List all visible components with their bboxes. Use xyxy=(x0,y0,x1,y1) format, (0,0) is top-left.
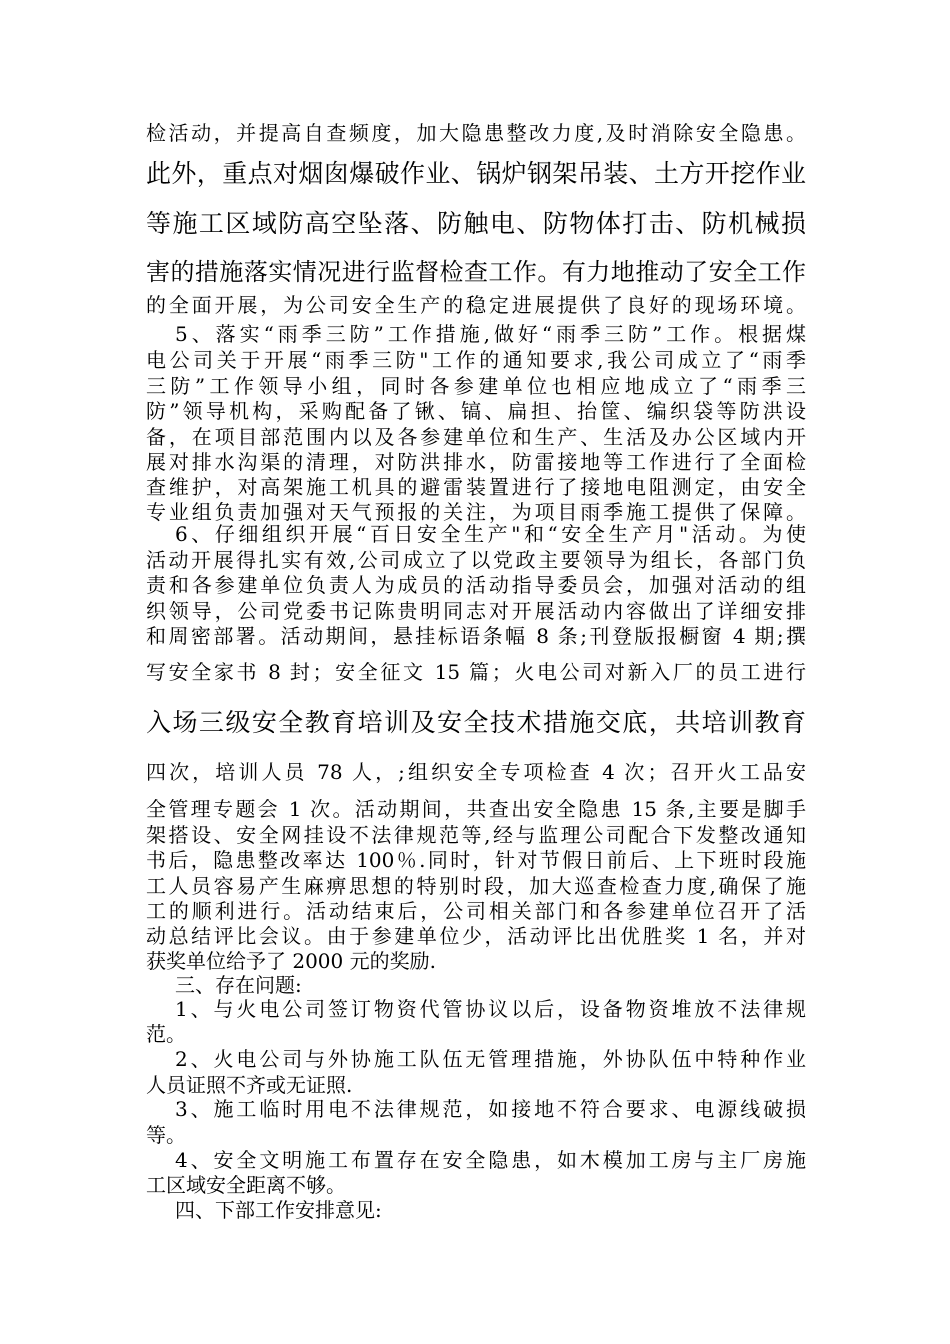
text-line: 获奖单位给予了 2000 元的奖励. xyxy=(146,949,436,973)
text-line: 全管理专题会 1 次。活动期间，共查出安全隐患 15 条,主要是脚手 xyxy=(146,797,806,821)
text-line: 写安全家书 8 封；安全征文 15 篇；火电公司对新入厂的员工进行 xyxy=(146,660,806,684)
text-line: 6、仔细组织开展“百日安全生产"和“安全生产月"活动。为使 xyxy=(175,522,806,546)
text-line: 展对排水沟渠的清理，对防洪排水，防雷接地等工作进行了全面检 xyxy=(146,450,806,474)
text-line: 工人员容易产生麻痹思想的特别时段，加大巡查检查力度,确保了施 xyxy=(146,874,806,898)
text-line: 专业组负责加强对天气预报的关注，为项目雨季施工提供了保障。 xyxy=(146,500,806,524)
text-line: 防”领导机构，采购配备了锹、镐、扁担、抬筐、编织袋等防洪设 xyxy=(146,399,806,423)
text-line: 2、火电公司与外协施工队伍无管理措施，外协队伍中特种作业 xyxy=(175,1047,806,1071)
text-line: 活动开展得扎实有效,公司成立了以党政主要领导为组长，各部门负 xyxy=(146,548,806,572)
text-line: 和周密部署。活动期间，悬挂标语条幅 8 条;刊登版报橱窗 4 期;撰 xyxy=(146,624,806,648)
text-line: 5、落实“雨季三防”工作措施,做好“雨季三防”工作。根据煤 xyxy=(175,322,806,346)
text-line: 架搭设、安全网挂设不法律规范等,经与监理公司配合下发整改通知 xyxy=(146,823,806,847)
text-line: 此外，重点对烟囱爆破作业、锅炉钢架吊装、土方开挖作业 xyxy=(146,159,806,188)
text-line: 工的顺利进行。活动结束后，公司相关部门和各参建单位召开了活 xyxy=(146,899,806,923)
section-heading: 三、存在问题: xyxy=(175,973,302,997)
text-line: 检活动，并提高自查频度，加大隐患整改力度,及时消除安全隐患。 xyxy=(146,121,806,145)
text-line: 1、与火电公司签订物资代管协议以后，设备物资堆放不法律规 xyxy=(175,997,806,1021)
text-line: 责和各参建单位负责人为成员的活动指导委员会，加强对活动的组 xyxy=(146,573,806,597)
text-line: 害的措施落实情况进行监督检查工作。有力地推动了安全工作 xyxy=(146,258,806,286)
text-line: 3、施工临时用电不法律规范，如接地不符合要求、电源线破损 xyxy=(175,1097,806,1121)
text-line: 等。 xyxy=(146,1123,186,1147)
text-line: 工区域安全距离不够。 xyxy=(146,1173,346,1197)
text-line: 等施工区域防高空坠落、防触电、防物体打击、防机械损 xyxy=(146,209,806,238)
text-line: 范。 xyxy=(146,1022,186,1046)
text-line: 动总结评比会议。由于参建单位少，活动评比出优胜奖 1 名，并对 xyxy=(146,924,806,948)
text-line: 查维护，对高架施工机具的避雷装置进行了接地电阻测定，由安全 xyxy=(146,475,806,499)
text-line: 织领导，公司党委书记陈贵明同志对开展活动内容做出了详细安排 xyxy=(146,599,806,623)
text-line: 的全面开展，为公司安全生产的稳定进展提供了良好的现场环境。 xyxy=(146,293,806,317)
text-line: 三防”工作领导小组，同时各参建单位也相应地成立了“雨季三 xyxy=(146,374,806,398)
text-line: 入场三级安全教育培训及安全技术措施交底，共培训教育 xyxy=(146,708,806,737)
text-line: 4、安全文明施工布置存在安全隐患，如木模加工房与主厂房施 xyxy=(175,1148,806,1172)
text-line: 备，在项目部范围内以及各参建单位和生产、生活及办公区域内开 xyxy=(146,425,806,449)
text-line: 电公司关于开展“雨季三防"工作的通知要求,我公司成立了“雨季 xyxy=(146,348,806,372)
text-line: 书后，隐患整改率达 100％.同时，针对节假日前后、上下班时段施 xyxy=(146,848,806,872)
section-heading: 四、下部工作安排意见: xyxy=(175,1198,382,1222)
text-line: 四次，培训人员 78 人，;组织安全专项检查 4 次；召开火工品安 xyxy=(146,760,806,784)
text-line: 人员证照不齐或无证照. xyxy=(146,1073,353,1097)
